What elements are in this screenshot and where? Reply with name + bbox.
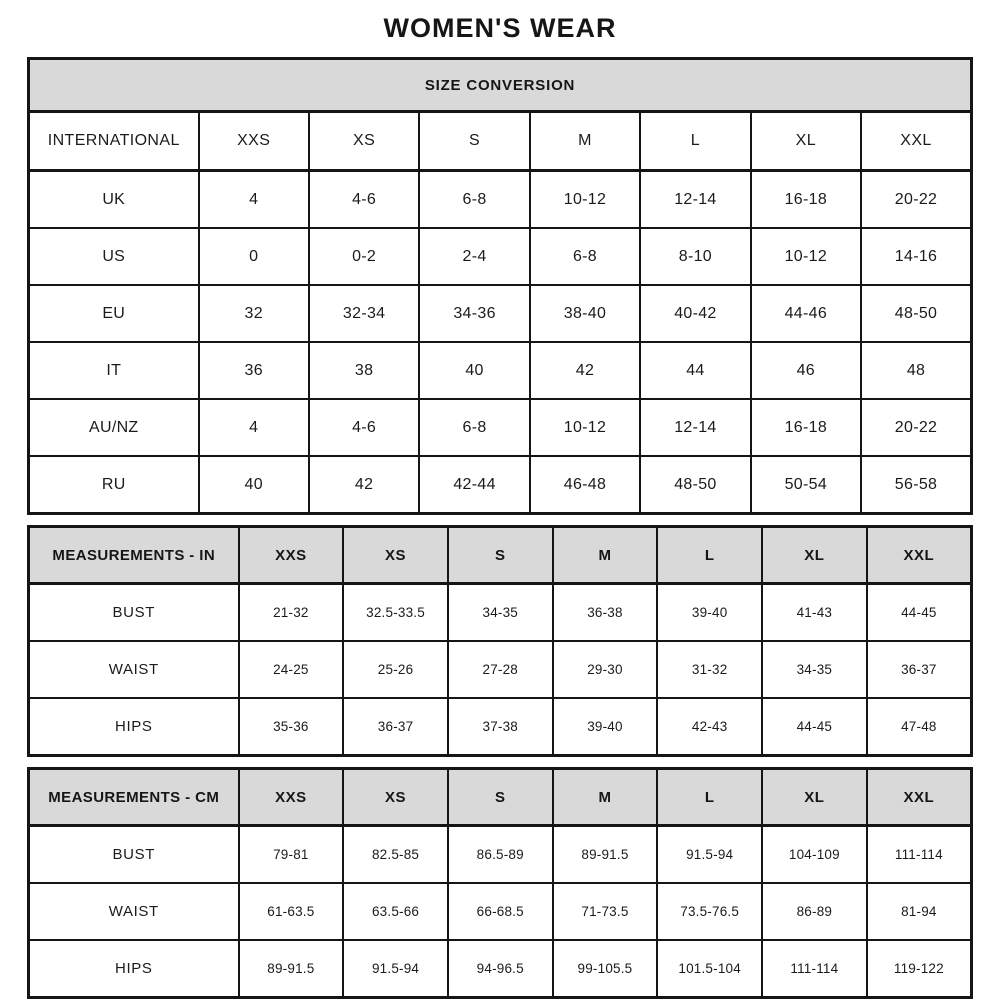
- column-header-l: L: [657, 527, 762, 584]
- measurement-cell: 39-40: [553, 698, 658, 756]
- measurement-cell: 42-43: [657, 698, 762, 756]
- row-label-us: US: [29, 228, 199, 285]
- size-cell: 0-2: [309, 228, 419, 285]
- size-cell: 42-44: [419, 456, 529, 514]
- row-label-bust: BUST: [29, 826, 239, 884]
- size-cell: 4: [199, 399, 309, 456]
- measurement-cell: 111-114: [762, 940, 867, 998]
- measurement-cell: 31-32: [657, 641, 762, 698]
- size-cell: 40: [199, 456, 309, 514]
- measurement-cell: 91.5-94: [657, 826, 762, 884]
- measurement-cell: 73.5-76.5: [657, 883, 762, 940]
- size-cell: 46-48: [530, 456, 640, 514]
- page-title: WOMEN'S WEAR: [383, 13, 617, 43]
- column-header-m: M: [553, 769, 658, 826]
- size-conversion-column-header-row: [29, 112, 972, 171]
- size-cell: 44-46: [751, 285, 861, 342]
- column-header-xxs: XXS: [199, 112, 309, 171]
- column-header-xxl: XXL: [867, 527, 972, 584]
- column-header-xs: XS: [343, 769, 448, 826]
- measurement-cell: 29-30: [553, 641, 658, 698]
- size-cell: 4-6: [309, 399, 419, 456]
- column-header-xxs: XXS: [239, 769, 344, 826]
- size-cell: 6-8: [530, 228, 640, 285]
- size-cell: 48: [861, 342, 971, 399]
- measurements-in-header-row: [29, 527, 972, 584]
- measurement-cell: 36-37: [867, 641, 972, 698]
- table-row-aunz: [29, 399, 972, 456]
- column-header-s: S: [448, 769, 553, 826]
- column-header-xxl: XXL: [867, 769, 972, 826]
- column-header-l: L: [640, 112, 750, 171]
- measurement-cell: 63.5-66: [343, 883, 448, 940]
- measurement-cell: 36-38: [553, 584, 658, 642]
- size-cell: 42: [309, 456, 419, 514]
- measurement-cell: 34-35: [762, 641, 867, 698]
- size-cell: 32: [199, 285, 309, 342]
- measurement-cell: 34-35: [448, 584, 553, 642]
- size-cell: 20-22: [861, 171, 971, 229]
- measurement-cell: 44-45: [762, 698, 867, 756]
- column-header-s: S: [448, 527, 553, 584]
- measurement-cell: 89-91.5: [553, 826, 658, 884]
- size-conversion-header-row: [29, 59, 972, 112]
- row-label-waist: WAIST: [29, 641, 239, 698]
- measurement-cell: 71-73.5: [553, 883, 658, 940]
- size-conversion-table: [27, 57, 973, 515]
- size-cell: 2-4: [419, 228, 529, 285]
- size-cell: 20-22: [861, 399, 971, 456]
- column-header-m: M: [553, 527, 658, 584]
- row-label-it: IT: [29, 342, 199, 399]
- table-row-ru: [29, 456, 972, 514]
- measurement-cell: 47-48: [867, 698, 972, 756]
- row-label-ru: RU: [29, 456, 199, 514]
- measurement-cell: 81-94: [867, 883, 972, 940]
- measurement-cell: 86-89: [762, 883, 867, 940]
- size-cell: 6-8: [419, 399, 529, 456]
- size-cell: 48-50: [861, 285, 971, 342]
- size-cell: 12-14: [640, 171, 750, 229]
- table-row-waist-in: [29, 641, 972, 698]
- table-row-waist-cm: [29, 883, 972, 940]
- measurement-cell: 35-36: [239, 698, 344, 756]
- size-cell: 46: [751, 342, 861, 399]
- column-header-xxs: XXS: [239, 527, 344, 584]
- size-cell: 38-40: [530, 285, 640, 342]
- size-cell: 56-58: [861, 456, 971, 514]
- table-row-eu: [29, 285, 972, 342]
- measurement-cell: 86.5-89: [448, 826, 553, 884]
- column-header-s: S: [419, 112, 529, 171]
- measurement-cell: 79-81: [239, 826, 344, 884]
- measurements-in-table: [27, 525, 973, 757]
- column-header-xs: XS: [343, 527, 448, 584]
- column-header-xl: XL: [751, 112, 861, 171]
- size-cell: 40-42: [640, 285, 750, 342]
- measurement-cell: 61-63.5: [239, 883, 344, 940]
- row-label-waist: WAIST: [29, 883, 239, 940]
- size-cell: 50-54: [751, 456, 861, 514]
- size-cell: 16-18: [751, 171, 861, 229]
- size-cell: 6-8: [419, 171, 529, 229]
- row-label-uk: UK: [29, 171, 199, 229]
- size-cell: 38: [309, 342, 419, 399]
- measurements-cm-header-row: [29, 769, 972, 826]
- size-cell: 4-6: [309, 171, 419, 229]
- table-row-bust-in: [29, 584, 972, 642]
- measurement-cell: 82.5-85: [343, 826, 448, 884]
- measurements-cm-title: MEASUREMENTS - CM: [29, 769, 239, 826]
- size-cell: 44: [640, 342, 750, 399]
- measurement-cell: 94-96.5: [448, 940, 553, 998]
- table-row-hips-in: [29, 698, 972, 756]
- size-cell: 36: [199, 342, 309, 399]
- measurement-cell: 25-26: [343, 641, 448, 698]
- row-label-hips: HIPS: [29, 698, 239, 756]
- measurements-in-title: MEASUREMENTS - IN: [29, 527, 239, 584]
- size-cell: 14-16: [861, 228, 971, 285]
- measurement-cell: 101.5-104: [657, 940, 762, 998]
- measurement-cell: 89-91.5: [239, 940, 344, 998]
- measurement-cell: 32.5-33.5: [343, 584, 448, 642]
- row-label-hips: HIPS: [29, 940, 239, 998]
- measurement-cell: 41-43: [762, 584, 867, 642]
- measurement-cell: 104-109: [762, 826, 867, 884]
- size-conversion-title: SIZE CONVERSION: [29, 59, 972, 112]
- measurement-cell: 36-37: [343, 698, 448, 756]
- column-header-international: INTERNATIONAL: [29, 112, 199, 171]
- column-header-xl: XL: [762, 769, 867, 826]
- table-row-uk: [29, 171, 972, 229]
- column-header-l: L: [657, 769, 762, 826]
- measurement-cell: 44-45: [867, 584, 972, 642]
- row-label-aunz: AU/NZ: [29, 399, 199, 456]
- size-cell: 42: [530, 342, 640, 399]
- measurement-cell: 27-28: [448, 641, 553, 698]
- row-label-eu: EU: [29, 285, 199, 342]
- column-header-xxl: XXL: [861, 112, 971, 171]
- size-cell: 34-36: [419, 285, 529, 342]
- measurement-cell: 21-32: [239, 584, 344, 642]
- size-cell: 32-34: [309, 285, 419, 342]
- measurement-cell: 39-40: [657, 584, 762, 642]
- row-label-bust: BUST: [29, 584, 239, 642]
- measurement-cell: 119-122: [867, 940, 972, 998]
- measurement-cell: 91.5-94: [343, 940, 448, 998]
- size-cell: 10-12: [530, 171, 640, 229]
- measurement-cell: 37-38: [448, 698, 553, 756]
- size-cell: 10-12: [530, 399, 640, 456]
- size-cell: 16-18: [751, 399, 861, 456]
- column-header-xs: XS: [309, 112, 419, 171]
- size-cell: 40: [419, 342, 529, 399]
- measurements-cm-table: [27, 767, 973, 999]
- table-row-us: [29, 228, 972, 285]
- size-cell: 0: [199, 228, 309, 285]
- size-cell: 48-50: [640, 456, 750, 514]
- measurement-cell: 111-114: [867, 826, 972, 884]
- table-row-it: [29, 342, 972, 399]
- column-header-m: M: [530, 112, 640, 171]
- column-header-xl: XL: [762, 527, 867, 584]
- size-cell: 4: [199, 171, 309, 229]
- size-cell: 10-12: [751, 228, 861, 285]
- size-cell: 8-10: [640, 228, 750, 285]
- measurement-cell: 99-105.5: [553, 940, 658, 998]
- measurement-cell: 24-25: [239, 641, 344, 698]
- table-row-bust-cm: [29, 826, 972, 884]
- measurement-cell: 66-68.5: [448, 883, 553, 940]
- table-row-hips-cm: [29, 940, 972, 998]
- size-cell: 12-14: [640, 399, 750, 456]
